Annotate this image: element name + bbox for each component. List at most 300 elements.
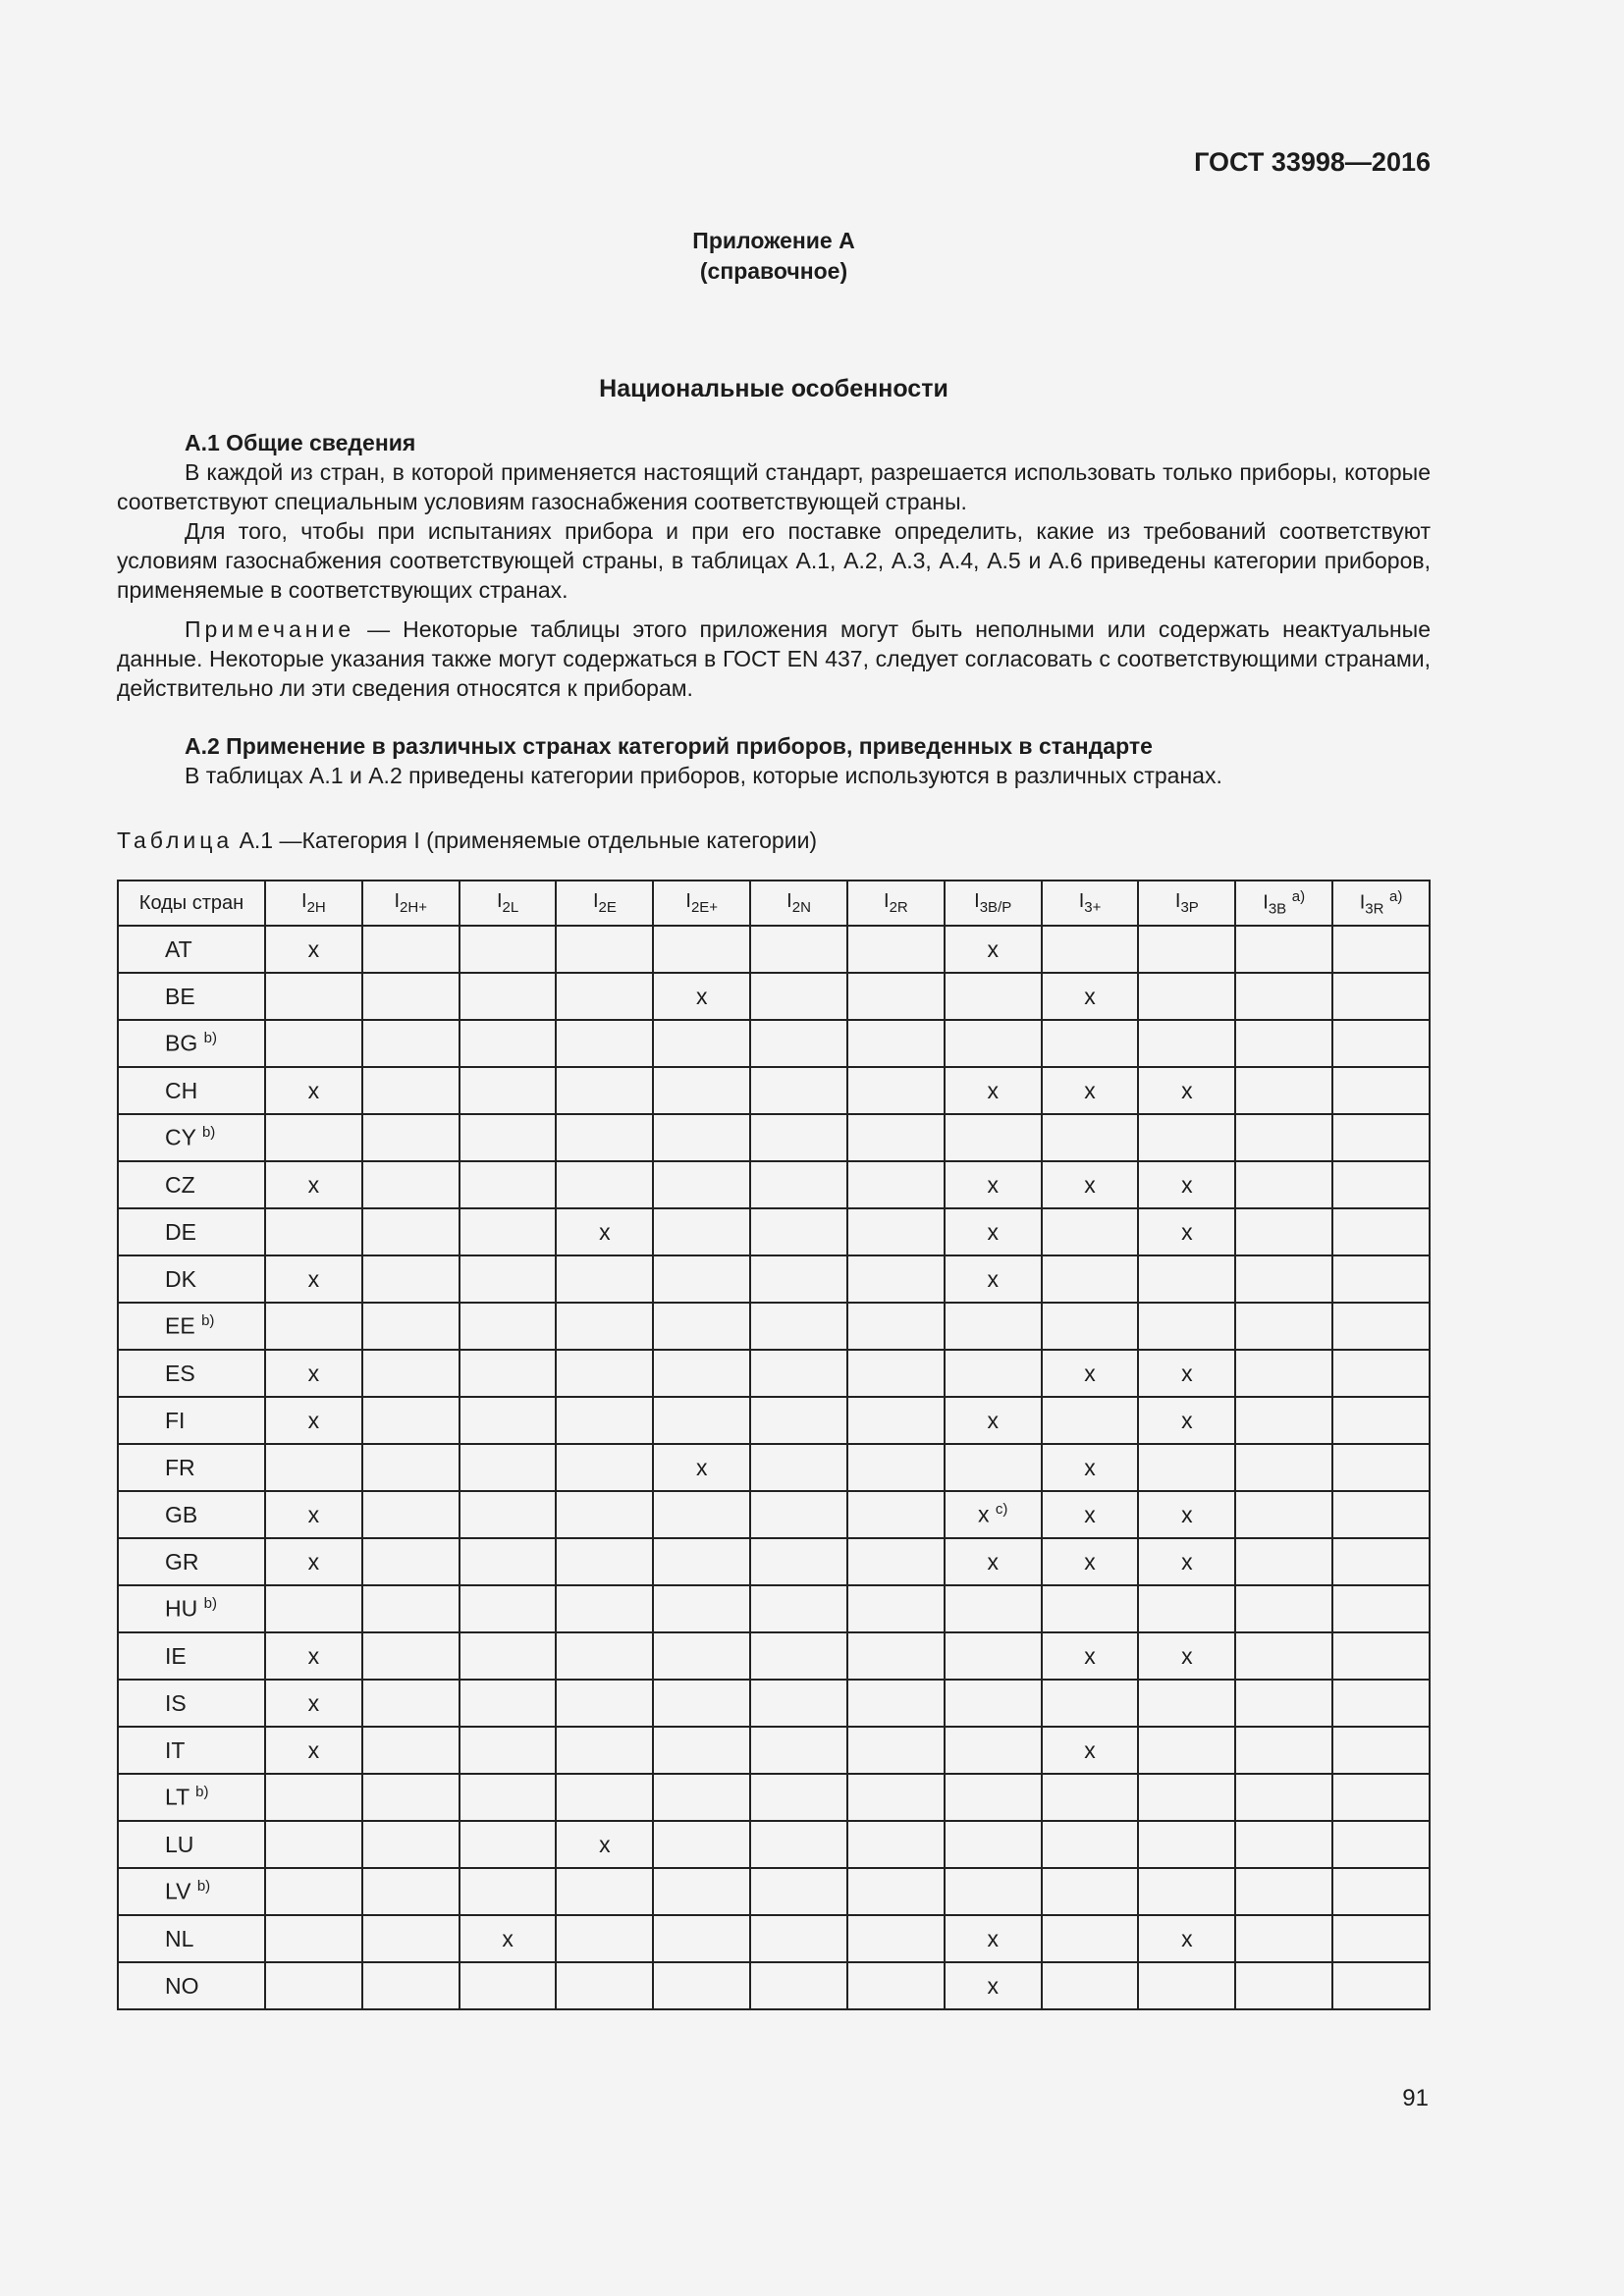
- category-cell: [1235, 1538, 1332, 1585]
- category-mark: x: [1084, 1501, 1096, 1527]
- category-cell: [1235, 973, 1332, 1020]
- category-cell: [1332, 1161, 1430, 1208]
- category-cell: [265, 1538, 362, 1585]
- section-a2: [117, 731, 1431, 790]
- country-code: AT: [165, 935, 192, 962]
- column-header-category: [556, 881, 653, 926]
- table-row: [118, 1067, 1430, 1114]
- country-code-cell: [118, 1727, 265, 1774]
- category-cell: [945, 1255, 1042, 1303]
- category-cell: [1138, 1114, 1235, 1161]
- category-cell: [1042, 1538, 1139, 1585]
- category-cell: [1138, 1161, 1235, 1208]
- category-cell: [1235, 1444, 1332, 1491]
- category-cell: [945, 1350, 1042, 1397]
- category-cell: [653, 1491, 750, 1538]
- note-text: — Некоторые таблицы этого приложения могут быть неполными или содержать неактуальные данные. Некоторые указания также могут содержаться в ГОСТ EN 437, следует согласовать с соответствующими странами, действительно ли эти сведения относятся к приборам.: [117, 616, 1431, 701]
- category-cell: [362, 1208, 460, 1255]
- category-cell: [945, 1962, 1042, 2009]
- category-mark: x: [695, 983, 708, 1009]
- category-cell: [847, 1397, 945, 1444]
- category-cell: [1138, 926, 1235, 973]
- category-cell: [265, 1774, 362, 1821]
- table-row: [118, 1161, 1430, 1208]
- category-cell: [653, 1538, 750, 1585]
- category-cell: [750, 1020, 847, 1067]
- category-cell: [1332, 1538, 1430, 1585]
- category-cell: [556, 1632, 653, 1680]
- column-header-subscript: 2L: [502, 899, 519, 916]
- category-cell: [750, 1821, 847, 1868]
- column-header-base: I: [1174, 890, 1181, 912]
- category-cell: [750, 1585, 847, 1632]
- category-mark: x: [307, 1171, 320, 1198]
- category-cell: [653, 1303, 750, 1350]
- category-cell: [653, 1444, 750, 1491]
- category-mark: x: [987, 935, 999, 962]
- category-cell: [1235, 1585, 1332, 1632]
- category-cell: [1235, 1255, 1332, 1303]
- category-cell: [556, 1491, 653, 1538]
- column-header-subscript: 3P: [1180, 899, 1199, 916]
- category-cell: [945, 1397, 1042, 1444]
- appendix-title: [0, 226, 1547, 287]
- category-cell: [750, 1962, 847, 2009]
- country-code: NO: [165, 1972, 199, 1999]
- category-mark: x: [307, 1265, 320, 1292]
- category-cell: [847, 1821, 945, 1868]
- category-cell: [750, 1491, 847, 1538]
- country-code-cell: [118, 1208, 265, 1255]
- category-cell: [1042, 1020, 1139, 1067]
- table-row: [118, 1538, 1430, 1585]
- category-mark: x: [987, 1218, 999, 1245]
- country-code-cell: [118, 1114, 265, 1161]
- category-cell: [556, 1538, 653, 1585]
- category-cell: [1138, 1208, 1235, 1255]
- category-cell: [362, 1350, 460, 1397]
- table-row: [118, 1397, 1430, 1444]
- category-cell: [1042, 1774, 1139, 1821]
- category-mark: x: [987, 1171, 999, 1198]
- country-code: IT: [165, 1736, 186, 1763]
- category-cell: [1138, 1821, 1235, 1868]
- footnote-marker: b): [201, 1124, 216, 1142]
- country-code: FR: [165, 1454, 195, 1480]
- country-code-cell: [118, 1161, 265, 1208]
- category-cell: [362, 973, 460, 1020]
- category-cell: [362, 1067, 460, 1114]
- category-cell: [265, 1161, 362, 1208]
- category-cell: [265, 1350, 362, 1397]
- category-cell: [556, 926, 653, 973]
- category-cell: [653, 1680, 750, 1727]
- category-cell: [1042, 1915, 1139, 1962]
- category-cell: [556, 1020, 653, 1067]
- category-mark: x: [695, 1454, 708, 1480]
- category-cell: [1138, 1915, 1235, 1962]
- category-mark: x: [1084, 1454, 1096, 1480]
- category-cell: [362, 1255, 460, 1303]
- category-cell: [460, 1114, 557, 1161]
- country-code-cell: [118, 1680, 265, 1727]
- a1-heading: А.1 Общие сведения: [185, 430, 416, 455]
- category-cell: [1235, 1067, 1332, 1114]
- category-cell: [1138, 1067, 1235, 1114]
- category-cell: [847, 1632, 945, 1680]
- category-cell: [1235, 1397, 1332, 1444]
- category-cell: [945, 1208, 1042, 1255]
- column-header-base: I: [301, 890, 307, 912]
- category-table: [117, 880, 1431, 2010]
- category-mark: x: [599, 1218, 611, 1245]
- category-cell: [847, 1303, 945, 1350]
- category-cell: [653, 1208, 750, 1255]
- table-row: [118, 1491, 1430, 1538]
- category-cell: [556, 973, 653, 1020]
- country-code-cell: [118, 1585, 265, 1632]
- category-mark: x: [1181, 1360, 1193, 1386]
- category-cell: [1138, 1303, 1235, 1350]
- category-cell: [1042, 1868, 1139, 1915]
- category-cell: [362, 1303, 460, 1350]
- category-cell: [945, 1161, 1042, 1208]
- category-cell: [1332, 926, 1430, 973]
- category-cell: [265, 1680, 362, 1727]
- column-header-footnote: a): [1291, 888, 1306, 906]
- category-cell: [847, 1020, 945, 1067]
- table-row: [118, 1585, 1430, 1632]
- column-header-category: [653, 881, 750, 926]
- category-cell: [1332, 1821, 1430, 1868]
- category-cell: [750, 1067, 847, 1114]
- a1-note: [117, 614, 1431, 703]
- category-cell: [1332, 1303, 1430, 1350]
- category-cell: [750, 926, 847, 973]
- category-cell: [1332, 1491, 1430, 1538]
- category-cell: [750, 1350, 847, 1397]
- country-code-cell: [118, 1020, 265, 1067]
- category-mark: x: [307, 935, 320, 962]
- category-cell: [265, 1020, 362, 1067]
- category-mark: x: [1181, 1501, 1193, 1527]
- category-cell: [556, 1585, 653, 1632]
- category-cell: [750, 1868, 847, 1915]
- category-mark: x: [307, 1407, 320, 1433]
- category-cell: [265, 1114, 362, 1161]
- category-cell: [945, 1915, 1042, 1962]
- category-cell: [653, 1585, 750, 1632]
- table-caption-text: А.1 —Категория I (применяемые отдельные категории): [233, 828, 818, 853]
- column-header-base: I: [1078, 890, 1085, 912]
- category-mark: x: [1181, 1925, 1193, 1951]
- column-header-subscript: 2H+: [400, 899, 427, 916]
- category-cell: [1332, 1255, 1430, 1303]
- category-cell: [1332, 1114, 1430, 1161]
- column-header-category: [265, 881, 362, 926]
- category-cell: [460, 1208, 557, 1255]
- category-cell: [1332, 1868, 1430, 1915]
- category-cell: [945, 1491, 1042, 1538]
- category-cell: [750, 1208, 847, 1255]
- category-cell: [265, 1727, 362, 1774]
- category-mark: x: [1084, 983, 1096, 1009]
- category-mark: x: [987, 1407, 999, 1433]
- column-header-subscript: 2H: [306, 899, 326, 916]
- column-header-subscript: 3B/P: [979, 899, 1012, 916]
- category-cell: [460, 1962, 557, 2009]
- category-cell: [556, 1680, 653, 1727]
- category-cell: [653, 1397, 750, 1444]
- category-cell: [1332, 1632, 1430, 1680]
- category-cell: [945, 1020, 1042, 1067]
- country-code: LU: [165, 1831, 194, 1857]
- category-cell: [362, 1020, 460, 1067]
- category-cell: [460, 1397, 557, 1444]
- category-cell: [460, 1491, 557, 1538]
- category-mark: x: [987, 1548, 999, 1575]
- category-mark: x: [987, 1972, 999, 1999]
- category-mark: x: [307, 1077, 320, 1103]
- column-header-base: I: [1359, 891, 1366, 914]
- category-cell: [750, 1303, 847, 1350]
- a2-paragraph-1: В таблицах А.1 и А.2 приведены категории приборов, которые используются в различных странах.: [185, 763, 1222, 788]
- category-cell: [1042, 973, 1139, 1020]
- country-code-cell: [118, 1821, 265, 1868]
- category-cell: [556, 1397, 653, 1444]
- category-cell: [1332, 1727, 1430, 1774]
- category-cell: [1235, 1915, 1332, 1962]
- category-cell: [847, 1491, 945, 1538]
- category-cell: [750, 1255, 847, 1303]
- category-cell: [1042, 1255, 1139, 1303]
- category-cell: [945, 1632, 1042, 1680]
- footnote-marker: b): [203, 1030, 217, 1047]
- table-row: [118, 1020, 1430, 1067]
- country-code: IE: [165, 1642, 187, 1669]
- category-cell: [750, 1915, 847, 1962]
- category-cell: [653, 1350, 750, 1397]
- table-row: [118, 1680, 1430, 1727]
- category-cell: [1332, 1020, 1430, 1067]
- category-cell: [1235, 1020, 1332, 1067]
- category-cell: [1042, 1114, 1139, 1161]
- country-code-cell: [118, 1491, 265, 1538]
- category-cell: [1235, 1962, 1332, 2009]
- appendix-type: (справочное): [699, 258, 848, 284]
- category-cell: [945, 1868, 1042, 1915]
- appendix-name: Приложение А: [692, 228, 855, 253]
- category-cell: [1332, 1774, 1430, 1821]
- category-cell: [265, 926, 362, 973]
- category-cell: [750, 1114, 847, 1161]
- table-row: [118, 1774, 1430, 1821]
- category-cell: [460, 1868, 557, 1915]
- column-header-base: I: [394, 890, 401, 912]
- category-cell: [1042, 1491, 1139, 1538]
- category-cell: [265, 1962, 362, 2009]
- category-cell: [1235, 1303, 1332, 1350]
- category-cell: [945, 1303, 1042, 1350]
- note-label: Примечание: [185, 616, 355, 642]
- category-cell: [265, 1632, 362, 1680]
- category-cell: [750, 1774, 847, 1821]
- column-header-base: I: [884, 890, 890, 912]
- country-code: NL: [165, 1925, 194, 1951]
- category-cell: [653, 973, 750, 1020]
- country-code-cell: [118, 1303, 265, 1350]
- category-cell: [460, 1067, 557, 1114]
- category-cell: [1332, 1915, 1430, 1962]
- country-code: DK: [165, 1265, 196, 1292]
- category-cell: [847, 1208, 945, 1255]
- category-cell: [653, 1868, 750, 1915]
- category-mark: x: [1084, 1077, 1096, 1103]
- category-cell: [1332, 1067, 1430, 1114]
- country-code-cell: [118, 926, 265, 973]
- category-cell: [1235, 1114, 1332, 1161]
- column-header-base: Коды стран: [138, 891, 244, 914]
- category-cell: [556, 1821, 653, 1868]
- category-cell: [750, 1538, 847, 1585]
- category-cell: [1332, 1585, 1430, 1632]
- category-cell: [653, 1727, 750, 1774]
- category-cell: [1332, 1680, 1430, 1727]
- country-code: LV: [165, 1878, 191, 1904]
- category-cell: [1042, 1727, 1139, 1774]
- table-row: [118, 1727, 1430, 1774]
- category-cell: [556, 1915, 653, 1962]
- category-cell: [847, 926, 945, 973]
- category-cell: [1235, 1868, 1332, 1915]
- country-code: IS: [165, 1689, 187, 1716]
- table-header-row: [118, 881, 1430, 926]
- country-code: LT: [165, 1784, 189, 1810]
- category-cell: [556, 1161, 653, 1208]
- category-cell: [1235, 1161, 1332, 1208]
- country-code: DE: [165, 1218, 196, 1245]
- section-a1: [117, 428, 1431, 703]
- table-row: [118, 1255, 1430, 1303]
- category-cell: [750, 1632, 847, 1680]
- category-cell: [265, 1208, 362, 1255]
- category-cell: [265, 1397, 362, 1444]
- category-cell: [945, 1538, 1042, 1585]
- category-mark: x: [1181, 1171, 1193, 1198]
- category-mark: x: [307, 1689, 320, 1716]
- category-cell: [1332, 1350, 1430, 1397]
- category-cell: [556, 1303, 653, 1350]
- category-cell: [945, 1114, 1042, 1161]
- category-mark: x: [1084, 1171, 1096, 1198]
- column-header-base: I: [974, 890, 980, 912]
- category-cell: [945, 1774, 1042, 1821]
- category-cell: [265, 1821, 362, 1868]
- document-code: ГОСТ 33998—2016: [1194, 147, 1431, 177]
- category-cell: [362, 1491, 460, 1538]
- category-cell: [265, 1585, 362, 1632]
- column-header-base: I: [496, 890, 503, 912]
- column-header-subscript: 2N: [791, 899, 811, 916]
- category-cell: [750, 1444, 847, 1491]
- category-cell: [1042, 1397, 1139, 1444]
- category-cell: [1235, 1774, 1332, 1821]
- category-cell: [1235, 1208, 1332, 1255]
- category-cell: [1235, 1680, 1332, 1727]
- column-header-category: [847, 881, 945, 926]
- category-cell: [362, 1585, 460, 1632]
- category-cell: [265, 1255, 362, 1303]
- category-mark: x: [1181, 1407, 1193, 1433]
- category-cell: [460, 1774, 557, 1821]
- category-cell: [265, 1491, 362, 1538]
- category-mark: x: [1084, 1736, 1096, 1763]
- category-cell: [945, 1821, 1042, 1868]
- category-cell: [847, 1114, 945, 1161]
- category-cell: [1138, 1444, 1235, 1491]
- category-cell: [750, 1397, 847, 1444]
- column-header-subscript: 2E+: [690, 899, 719, 916]
- column-header-base: I: [1263, 891, 1269, 914]
- table-row: [118, 1962, 1430, 2009]
- table-row: [118, 1915, 1430, 1962]
- table-row: [118, 1632, 1430, 1680]
- category-cell: [1235, 1821, 1332, 1868]
- category-cell: [1042, 1161, 1139, 1208]
- category-cell: [653, 926, 750, 973]
- footnote-marker: c): [995, 1501, 1008, 1519]
- country-code: GB: [165, 1501, 198, 1527]
- category-cell: [265, 1915, 362, 1962]
- table-row: [118, 1444, 1430, 1491]
- category-cell: [1138, 1868, 1235, 1915]
- category-cell: [362, 926, 460, 973]
- a1-paragraph-2: Для того, чтобы при испытаниях прибора и при его поставке определить, какие из требований соответствуют условиям газоснабжения соответствующей страны, в таблицах А.1, А.2, А.3, А.4, А.5 и А.6 приведены категории приборов, применяемые в соответствующих странах.: [117, 518, 1431, 603]
- category-cell: [750, 1680, 847, 1727]
- category-cell: [460, 1915, 557, 1962]
- category-cell: [1235, 1727, 1332, 1774]
- column-header-category: [1332, 881, 1430, 926]
- category-cell: [653, 1255, 750, 1303]
- category-cell: [847, 1585, 945, 1632]
- column-header-subscript: 3+: [1084, 899, 1102, 916]
- category-mark: x: [1084, 1360, 1096, 1386]
- category-mark: x: [307, 1736, 320, 1763]
- country-code: CH: [165, 1077, 198, 1103]
- category-cell: [1042, 1303, 1139, 1350]
- country-code: GR: [165, 1548, 199, 1575]
- table-caption: [117, 828, 817, 854]
- section-title: Национальные особенности: [599, 375, 948, 402]
- table-row: [118, 1303, 1430, 1350]
- column-header-base: I: [685, 890, 691, 912]
- category-cell: [1138, 1350, 1235, 1397]
- category-cell: [362, 1962, 460, 2009]
- category-cell: [1042, 1632, 1139, 1680]
- category-cell: [265, 1868, 362, 1915]
- column-header-category: [1235, 881, 1332, 926]
- column-header-subscript: 3B: [1268, 900, 1287, 918]
- category-mark: x: [307, 1642, 320, 1669]
- category-mark: x: [1181, 1218, 1193, 1245]
- category-cell: [1138, 1585, 1235, 1632]
- category-cell: [847, 1727, 945, 1774]
- category-cell: [265, 1444, 362, 1491]
- category-mark: x: [1181, 1077, 1193, 1103]
- column-header-subscript: 2E: [598, 899, 617, 916]
- category-cell: [1138, 1397, 1235, 1444]
- category-mark: x: [502, 1925, 514, 1951]
